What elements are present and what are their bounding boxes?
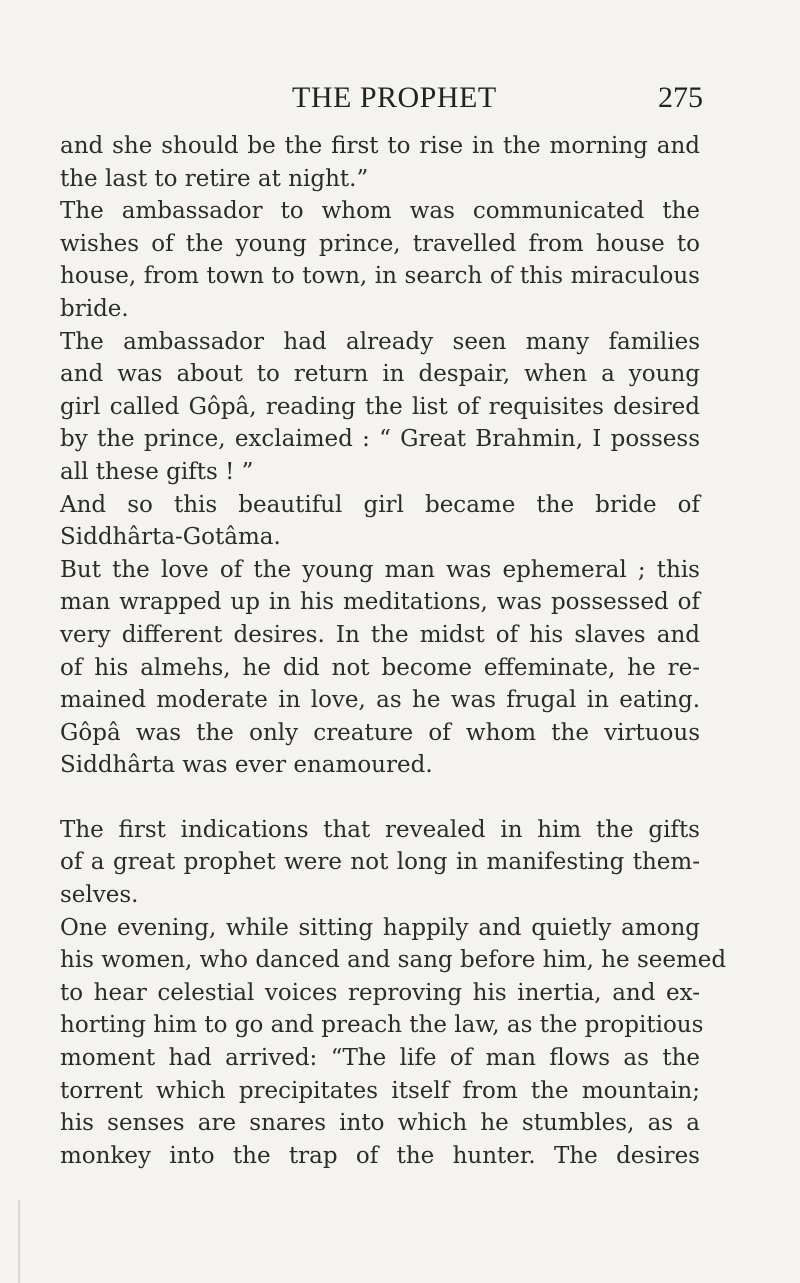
text-line: torrent which precipitates itself from the mountain; <box>60 1077 700 1104</box>
text-line: house, from town to town, in search of this miraculous <box>60 263 700 290</box>
text-line: man wrapped up in his meditations, was possessed of <box>60 589 700 616</box>
text-line: very different desires. In the midst of his slaves and <box>60 621 700 648</box>
text-line: of his almehs, he did not become effeminate, he re- <box>60 654 700 681</box>
text-line: One evening, while sitting happily and quietly among <box>60 914 700 941</box>
text-line: Siddhârta-Gotâma. <box>60 524 281 551</box>
text-line: The ambassador to whom was communicated the <box>60 198 700 225</box>
text-line: his women, who danced and sang before him, he seemed <box>60 947 727 974</box>
text-line: the last to retire at night.” <box>60 165 369 192</box>
text-line: girl called Gôpâ, reading the list of requisites desired <box>60 393 700 420</box>
text-line: Siddhârta was ever enamoured. <box>60 752 433 779</box>
page-number: 275 <box>658 81 703 114</box>
text-line: Gôpâ was the only creature of whom the virtuous <box>60 719 700 746</box>
text-line: selves. <box>60 882 139 909</box>
text-line: The first indications that revealed in him the gifts <box>60 816 700 843</box>
running-title: THE PROPHET <box>292 81 497 114</box>
text-line: horting him to go and preach the law, as the propitious <box>60 1012 704 1039</box>
text-line: his senses are snares into which he stumbles, as a <box>60 1110 700 1137</box>
text-line: wishes of the young prince, travelled from house to <box>60 230 700 257</box>
text-line: bride. <box>60 295 129 322</box>
running-header <box>0 78 800 118</box>
text-line: The ambassador had already seen many families <box>60 328 700 355</box>
text-line: all these gifts ! ” <box>60 458 254 485</box>
text-line: of a great prophet were not long in manifesting them- <box>60 849 700 876</box>
text-line: And so this beautiful girl became the bride of <box>60 491 700 518</box>
text-line: by the prince, exclaimed : “ Great Brahmin, I possess <box>60 426 700 453</box>
text-line: mained moderate in love, as he was frugal in eating. <box>60 687 700 714</box>
text-line: and she should be the first to rise in the morning and <box>60 133 700 159</box>
section-break <box>60 782 700 814</box>
page-edge-shadow <box>18 1200 20 1283</box>
body-text <box>60 130 727 1172</box>
text-line: monkey into the trap of the hunter. The desires <box>60 1142 700 1169</box>
text-line: moment had arrived: “The life of man flows as the <box>60 1045 700 1072</box>
text-line: to hear celestial voices reproving his inertia, and ex- <box>60 979 700 1006</box>
text-line: and was about to return in despair, when a young <box>60 361 700 388</box>
text-line: But the love of the young man was ephemeral ; this <box>60 556 700 583</box>
